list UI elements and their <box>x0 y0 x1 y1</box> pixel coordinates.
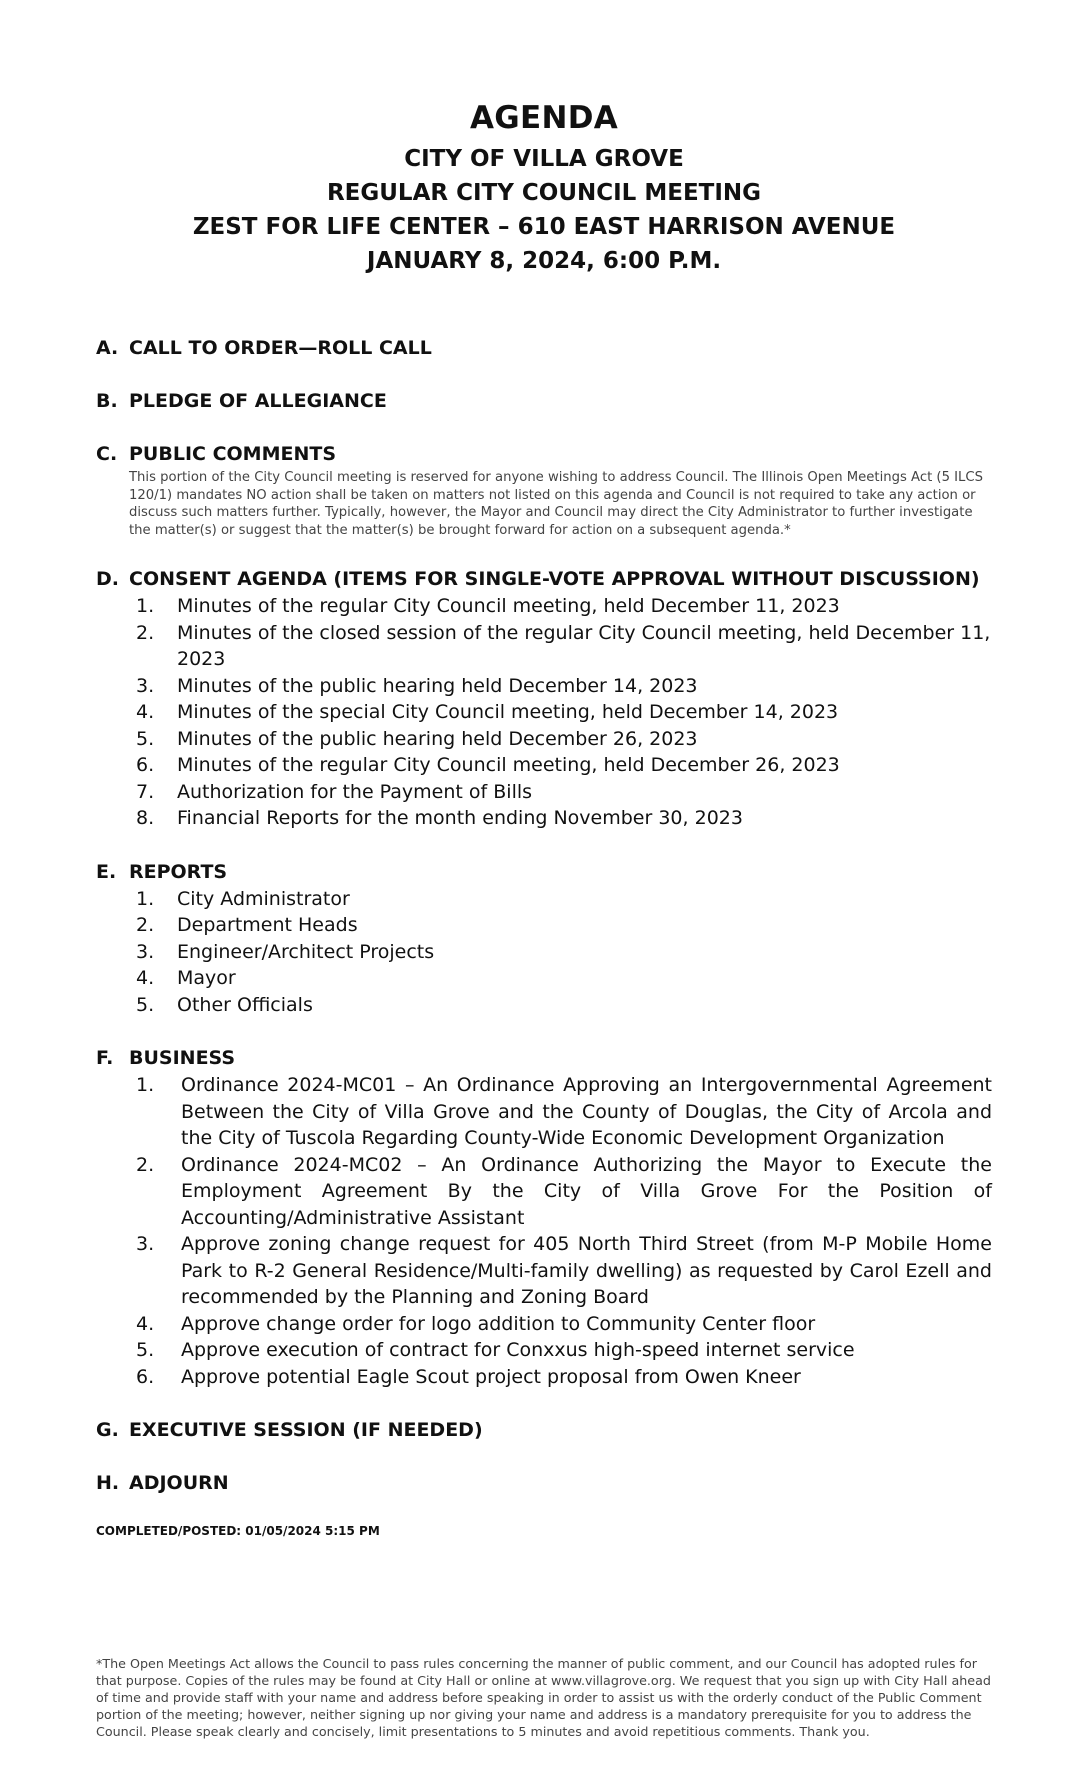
item-number: 3. <box>136 940 155 963</box>
section-consent-agenda <box>96 567 992 832</box>
item-text: Minutes of the public hearing held December 26, 2023 <box>177 727 698 750</box>
section-heading <box>96 389 992 414</box>
open-meetings-footnote: *The Open Meetings Act allows the Council to pass rules concerning the manner of public comment, and our Council has adopted rules for that purpose. Copies of the rules may be found at City Hall or online at www.villagrove.org. We request that you sign up with City Hall ahead of time and provide staff with your name and address before speaking in order to assist us with the orderly conduct of the Public Comment portion of the meeting; however, neither signing up nor giving your name and address is a mandatory prerequisite for you to address the Council. Please speak clearly and concisely, limit presentations to 5 minutes and avoid repetitious comments. Thank you. <box>96 1656 991 1739</box>
item-number: 4. <box>136 967 155 989</box>
business-list <box>96 1072 992 1390</box>
list-item <box>96 912 992 939</box>
section-call-to-order <box>96 336 992 361</box>
item-text: Other Officials <box>177 993 313 1016</box>
list-item <box>96 726 992 753</box>
section-heading <box>96 442 992 467</box>
item-text: Authorization for the Payment of Bills <box>177 780 533 803</box>
section-heading <box>96 336 992 361</box>
item-text: Minutes of the public hearing held December 14, 2023 <box>177 674 698 697</box>
item-number: 1. <box>136 1074 155 1096</box>
item-number: 5. <box>136 993 155 1016</box>
item-text: Minutes of the special City Council meeting, held December 14, 2023 <box>177 701 839 723</box>
section-adjourn <box>96 1471 992 1496</box>
item-text: Minutes of the regular City Council meeting, held December 11, 2023 <box>177 595 840 617</box>
section-letter: B. <box>96 390 118 412</box>
agenda-header <box>96 0 992 274</box>
item-number: 1. <box>136 887 155 910</box>
list-item <box>96 1311 992 1338</box>
list-item <box>96 673 992 700</box>
item-text: Engineer/Architect Projects <box>177 940 435 963</box>
list-item <box>96 805 992 832</box>
item-number: 6. <box>136 1365 155 1388</box>
list-item <box>96 752 992 779</box>
section-title: REPORTS <box>129 860 228 883</box>
list-item <box>96 620 992 673</box>
agenda-title: AGENDA <box>469 100 619 136</box>
section-executive-session <box>96 1418 992 1443</box>
item-text: Ordinance 2024-MC01 – An Ordinance Approving an Intergovernmental Agreement Between the City of Villa Grove and the County of Douglas, the City of Arcola and the City of Tuscola Regarding County-Wide Economic Development Organization <box>181 1074 992 1149</box>
section-title: BUSINESS <box>129 1047 236 1069</box>
item-number: 5. <box>136 1339 155 1361</box>
section-title: PUBLIC COMMENTS <box>129 443 337 465</box>
item-number: 1. <box>136 595 155 617</box>
item-text: Approve zoning change request for 405 North Third Street (from M-P Mobile Home Park to R-2 General Residence/Multi-family dwelling) as requested by Carol Ezell and recommended by the Planning and Zoning Board <box>181 1233 992 1308</box>
section-letter: H. <box>96 1472 120 1494</box>
item-number: 3. <box>136 674 155 697</box>
reports-list <box>96 886 992 1019</box>
item-text: Approve potential Eagle Scout project proposal from Owen Kneer <box>181 1365 801 1388</box>
list-item <box>96 1231 992 1311</box>
item-text: Approve execution of contract for Conxxus high-speed internet service <box>181 1339 855 1361</box>
section-heading <box>96 1418 992 1443</box>
list-item <box>96 1337 992 1364</box>
list-item <box>96 886 992 913</box>
list-item <box>96 1072 992 1152</box>
list-item <box>96 939 992 966</box>
section-letter: F. <box>96 1047 114 1069</box>
section-heading <box>96 860 992 885</box>
meeting-location: ZEST FOR LIFE CENTER – 610 EAST HARRISON AVENUE <box>192 214 896 240</box>
item-text: Minutes of the closed session of the regular City Council meeting, held December 11, 2023 <box>177 621 991 670</box>
item-number: 8. <box>136 807 155 829</box>
item-number: 5. <box>136 727 155 750</box>
list-item <box>96 593 992 620</box>
meeting-type: REGULAR CITY COUNCIL MEETING <box>326 180 762 206</box>
section-letter: A. <box>96 337 119 359</box>
section-heading <box>96 1046 992 1071</box>
item-text: Minutes of the regular City Council meeting, held December 26, 2023 <box>177 754 840 776</box>
item-number: 3. <box>136 1233 155 1255</box>
agenda-sections <box>96 336 992 1538</box>
completed-posted-stamp: COMPLETED/POSTED: 01/05/2024 5:15 PM <box>96 1524 380 1538</box>
section-business <box>96 1046 992 1390</box>
list-item <box>96 965 992 992</box>
item-number: 2. <box>136 1153 155 1176</box>
section-letter: E. <box>96 860 117 883</box>
section-title: CALL TO ORDER—ROLL CALL <box>129 337 432 359</box>
item-text: City Administrator <box>177 887 350 910</box>
section-letter: C. <box>96 443 118 465</box>
meeting-date: JANUARY 8, 2024, 6:00 P.M. <box>366 248 722 274</box>
item-text: Department Heads <box>177 914 358 936</box>
list-item <box>96 779 992 806</box>
section-heading <box>96 1471 992 1496</box>
item-number: 4. <box>136 701 155 723</box>
public-comments-description: This portion of the City Council meeting is reserved for anyone wishing to address Council. The Illinois Open Meetings Act (5 ILCS 120/1) mandates NO action shall be taken on matters not listed on this agenda and Council is not required to take any action or discuss such matters further. Typically, however, the Mayor and Council may direct the City Administrator to further investigate the matter(s) or suggest that the matter(s) be brought forward for action on a subsequent agenda.* <box>129 470 983 538</box>
item-number: 2. <box>136 914 155 936</box>
section-title: EXECUTIVE SESSION (IF NEEDED) <box>129 1419 483 1441</box>
item-text: Financial Reports for the month ending November 30, 2023 <box>177 807 743 829</box>
section-letter: D. <box>96 568 119 590</box>
list-item <box>96 1364 992 1391</box>
item-number: 6. <box>136 754 155 776</box>
item-text: Approve change order for logo addition to Community Center floor <box>181 1312 816 1335</box>
section-title: CONSENT AGENDA (ITEMS FOR SINGLE-VOTE APPROVAL WITHOUT DISCUSSION) <box>129 568 980 590</box>
section-heading <box>96 567 992 592</box>
consent-agenda-list <box>96 593 992 832</box>
section-title: ADJOURN <box>129 1472 229 1494</box>
item-text: Mayor <box>177 967 236 989</box>
list-item <box>96 1152 992 1232</box>
section-title: PLEDGE OF ALLEGIANCE <box>129 390 387 412</box>
list-item <box>96 699 992 726</box>
item-number: 4. <box>136 1312 155 1335</box>
list-item <box>96 992 992 1019</box>
section-reports <box>96 860 992 1019</box>
item-text: Ordinance 2024-MC02 – An Ordinance Authorizing the Mayor to Execute the Employment Agreement By the City of Villa Grove For the Position of Accounting/Administrative Assistant <box>181 1153 992 1229</box>
section-letter: G. <box>96 1419 119 1441</box>
item-number: 7. <box>136 780 155 803</box>
section-pledge <box>96 389 992 414</box>
item-number: 2. <box>136 621 155 644</box>
city-name: CITY OF VILLA GROVE <box>404 146 684 172</box>
section-public-comments <box>96 442 992 539</box>
